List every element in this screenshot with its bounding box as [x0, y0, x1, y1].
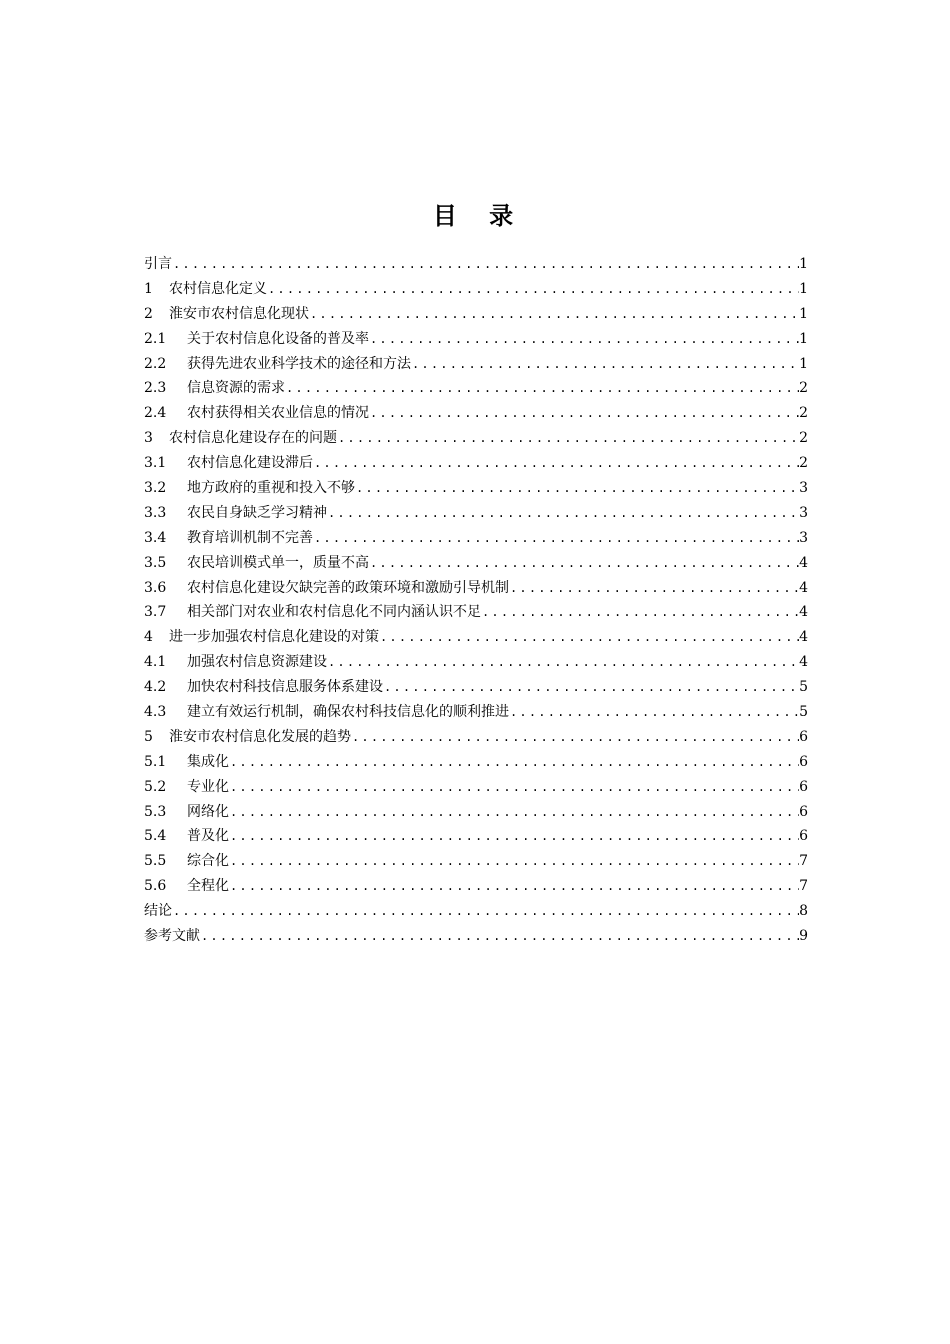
toc-entry-page-number: 3: [799, 480, 808, 496]
toc-dot-leader: [337, 426, 799, 451]
toc-entry-title: 淮安市农村信息化发展的趋势: [169, 728, 351, 745]
toc-entry-page-number: 4: [799, 579, 808, 596]
toc-entry-number: 2.3: [144, 380, 167, 397]
toc-dot-leader: [172, 252, 799, 277]
toc-entry[interactable]: [144, 650, 808, 675]
toc-entry-page-number: 6: [799, 778, 808, 795]
toc-entry-page-number: 3: [799, 529, 808, 546]
toc-dot-leader: [229, 775, 799, 800]
toc-entry-title: 获得先进农业科学技术的途径和方法: [187, 355, 411, 372]
toc-entry-title: 农村信息化建设存在的问题: [169, 430, 337, 447]
toc-entry[interactable]: [144, 625, 808, 650]
toc-entry-title: 相关部门对农业和农村信息化不同内涵认识不足: [187, 604, 481, 621]
toc-entry-number: 5.4: [144, 828, 167, 845]
toc-entry-title: 参考文献: [144, 928, 200, 945]
toc-entry-title: 农村信息化定义: [169, 280, 267, 297]
toc-entry-page-number: 4: [799, 554, 808, 571]
toc-entry-number: 3.7: [144, 604, 167, 621]
toc-dot-leader: [309, 302, 799, 327]
toc-entry-number: 5.3: [144, 803, 167, 820]
toc-dot-leader: [327, 650, 799, 675]
toc-entry-number: 2: [144, 305, 153, 322]
toc-dot-leader: [327, 501, 799, 526]
toc-entry-title: 加强农村信息资源建设: [187, 654, 327, 671]
toc-entry-page-number: 3: [799, 504, 808, 521]
toc-entry-number: 4.1: [144, 654, 167, 671]
toc-entry-number: 3.1: [144, 455, 167, 472]
toc-entry-title: 建立有效运行机制，确保农村科技信息化的顺利推进: [187, 704, 509, 721]
toc-entry-page-number: 4: [799, 629, 808, 646]
toc-dot-leader: [172, 899, 799, 924]
toc-entry-page-number: 2: [799, 430, 808, 447]
toc-entry[interactable]: [144, 526, 808, 551]
toc-dot-leader: [509, 576, 799, 601]
toc-entry[interactable]: [144, 376, 808, 401]
toc-entry[interactable]: [144, 451, 808, 476]
toc-entry[interactable]: [144, 849, 808, 874]
toc-entry-number: 5.2: [144, 778, 167, 795]
toc-dot-leader: [369, 401, 799, 426]
toc-entry-title: 专业化: [187, 778, 229, 795]
toc-entry-number: 3.3: [144, 504, 167, 521]
toc-entry-title: 农村信息化建设欠缺完善的政策环境和激励引导机制: [187, 579, 509, 596]
toc-entry[interactable]: [144, 327, 808, 352]
toc-entry-title: 农民培训模式单一，质量不高: [187, 554, 369, 571]
toc-entry-title: 农民自身缺乏学习精神: [187, 504, 327, 521]
toc-entry[interactable]: [144, 352, 808, 377]
toc-entry[interactable]: [144, 576, 808, 601]
toc-entry[interactable]: [144, 899, 808, 924]
toc-entry-title: 结论: [144, 903, 172, 920]
toc-entry[interactable]: [144, 401, 808, 426]
toc-entry[interactable]: [144, 924, 808, 949]
toc-entry-page-number: 2: [799, 380, 808, 397]
toc-entry[interactable]: [144, 700, 808, 725]
toc-entry-number: 5.1: [144, 753, 167, 770]
toc-entry-title: 淮安市农村信息化现状: [169, 305, 309, 322]
toc-entry[interactable]: [144, 476, 808, 501]
toc-entry[interactable]: [144, 800, 808, 825]
toc-entry-title: 普及化: [187, 828, 229, 845]
toc-entry[interactable]: [144, 675, 808, 700]
toc-entry-page-number: 2: [799, 455, 808, 472]
toc-dot-leader: [379, 625, 799, 650]
toc-entry-title: 关于农村信息化设备的普及率: [187, 330, 369, 347]
toc-dot-leader: [313, 451, 799, 476]
toc-entry-page-number: 8: [799, 903, 808, 920]
toc-entry-number: 5.6: [144, 878, 167, 895]
toc-entry[interactable]: [144, 302, 808, 327]
toc-entry-number: 4.2: [144, 679, 167, 696]
toc-entry-page-number: 5: [799, 704, 808, 721]
toc-entry-page-number: 6: [799, 828, 808, 845]
toc-entry[interactable]: [144, 551, 808, 576]
toc-entry-page-number: 6: [799, 753, 808, 770]
toc-entry-page-number: 5: [799, 679, 808, 696]
toc-entry-page-number: 6: [799, 803, 808, 820]
toc-entry-number: 2.1: [144, 330, 167, 347]
toc-entry[interactable]: [144, 277, 808, 302]
toc-entry-page-number: 4: [799, 654, 808, 671]
toc-entry-number: 4.3: [144, 704, 167, 721]
toc-entry-title: 网络化: [187, 803, 229, 820]
toc-entry[interactable]: [144, 252, 808, 277]
toc-entry-title: 农村信息化建设滞后: [187, 455, 313, 472]
toc-entry[interactable]: [144, 775, 808, 800]
toc-entry-title: 综合化: [187, 853, 229, 870]
toc-entry-number: 5.5: [144, 853, 167, 870]
toc-entry[interactable]: [144, 725, 808, 750]
toc-entry-title: 农村获得相关农业信息的情况: [187, 405, 369, 422]
toc-entry-number: 3.5: [144, 554, 167, 571]
toc-entry-page-number: 2: [799, 405, 808, 422]
toc-entry-title: 教育培训机制不完善: [187, 529, 313, 546]
toc-entry-title: 信息资源的需求: [187, 380, 285, 397]
toc-dot-leader: [369, 551, 799, 576]
toc-entry-title: 全程化: [187, 878, 229, 895]
toc-entry-page-number: 9: [799, 928, 808, 945]
toc-dot-leader: [267, 277, 799, 302]
toc-entry-title: 引言: [144, 255, 172, 272]
toc-dot-leader: [383, 675, 799, 700]
toc-entry-number: 3.4: [144, 529, 167, 546]
toc-entry-number: 1: [144, 280, 153, 297]
toc-entry[interactable]: [144, 501, 808, 526]
toc-entry-number: 2.2: [144, 355, 167, 372]
toc-entry-number: 3: [144, 430, 153, 447]
toc-entry-page-number: 1: [799, 355, 808, 372]
toc-entry-page-number: 1: [799, 280, 808, 297]
toc-entry-title: 加快农村科技信息服务体系建设: [187, 679, 383, 696]
toc-entry[interactable]: [144, 600, 808, 625]
toc-dot-leader: [509, 700, 799, 725]
toc-entry-number: 3.6: [144, 579, 167, 596]
toc-entry-page-number: 4: [799, 604, 808, 621]
toc-dot-leader: [229, 849, 799, 874]
toc-dot-leader: [229, 824, 799, 849]
toc-dot-leader: [369, 327, 799, 352]
toc-entry-title: 进一步加强农村信息化建设的对策: [169, 629, 379, 646]
toc-entry-title: 集成化: [187, 753, 229, 770]
toc-entry-page-number: 6: [799, 728, 808, 745]
toc-dot-leader: [229, 750, 799, 775]
toc-entry[interactable]: [144, 874, 808, 899]
toc-entry-number: 4: [144, 629, 153, 646]
toc-entry-page-number: 1: [799, 330, 808, 347]
toc-dot-leader: [481, 600, 799, 625]
toc-entry-title: 地方政府的重视和投入不够: [187, 480, 355, 496]
toc-entry-page-number: 1: [799, 305, 808, 322]
toc-entry-page-number: 1: [799, 255, 808, 272]
toc-dot-leader: [229, 874, 799, 899]
toc-entry[interactable]: [144, 426, 808, 451]
toc-entry-number: 2.4: [144, 405, 167, 422]
toc-entry[interactable]: [144, 824, 808, 849]
page-title: 目 录: [432, 202, 526, 231]
table-of-contents: [144, 252, 808, 949]
toc-entry-page-number: 7: [799, 853, 808, 870]
toc-entry[interactable]: [144, 750, 808, 775]
toc-entry-number: 3.2: [144, 480, 167, 496]
toc-dot-leader: [313, 526, 799, 551]
toc-dot-leader: [200, 924, 799, 949]
toc-entry-number: 5: [144, 728, 153, 745]
toc-entry-page-number: 7: [799, 878, 808, 895]
toc-dot-leader: [411, 352, 799, 377]
toc-dot-leader: [355, 476, 799, 501]
toc-dot-leader: [285, 376, 799, 401]
toc-dot-leader: [351, 725, 799, 750]
toc-dot-leader: [229, 800, 799, 825]
